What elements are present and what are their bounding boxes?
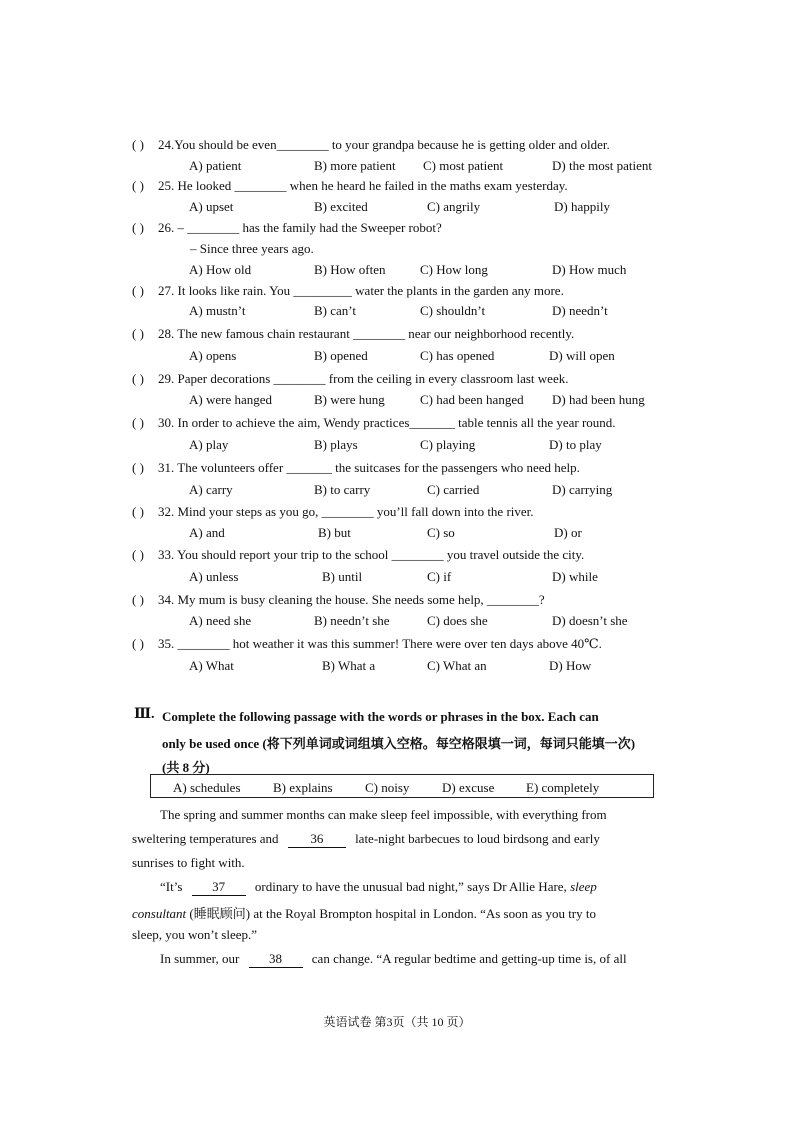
answer-bracket[interactable]: ( ) [132,371,144,386]
answer-bracket[interactable]: ( ) [132,283,144,298]
option-d: D) or [554,525,582,540]
option-c: C) had been hanged [420,392,524,407]
option-b: B) needn’t she [314,613,390,628]
word-box [150,774,654,798]
section-score: (共 8 分) [162,760,210,775]
question-33 [0,547,794,569]
answer-bracket[interactable]: ( ) [132,504,144,519]
option-d: D) How [549,658,592,673]
option-b: B) were hung [314,392,385,407]
option-c: C) angrily [427,199,481,214]
option-c: C) carried [427,482,480,497]
option-b: B) more patient [314,158,396,173]
answer-bracket[interactable]: ( ) [132,220,144,235]
question-stem: 32. Mind your steps as you go, ________ you’ll fall down into the river. [158,504,534,519]
passage-line: sleep, you won’t sleep.” [132,927,258,942]
blank-38[interactable]: 38 [249,951,303,968]
blank-37[interactable]: 37 [192,879,246,896]
option-b: B) What a [322,658,376,673]
answer-bracket[interactable]: ( ) [132,592,144,607]
question-28 [0,326,794,348]
option-a: A) unless [189,569,239,584]
passage-line: sunrises to fight with. [132,855,245,870]
question-stem: 35. ________ hot weather it was this summer! There were over ten days above 40℃. [158,636,602,651]
dialogue-reply: – Since three years ago. [190,241,314,256]
option-d: D) had been hung [552,392,645,407]
question-stem: 33. You should report your trip to the school ________ you travel outside the city. [158,547,585,562]
answer-bracket[interactable]: ( ) [132,547,144,562]
option-c: C) so [427,525,455,540]
option-d: D) to play [549,437,602,452]
options-32 [0,525,794,547]
options-29 [0,392,794,414]
option-a: A) How old [189,262,252,277]
options-30 [0,437,794,459]
page-footer: 英语试卷 第3页（共 10 页） [323,1015,471,1029]
passage-text: ordinary to have the unusual bad night,” says Dr Allie Hare, [254,879,567,894]
answer-bracket[interactable]: ( ) [132,636,144,651]
option-d: D) while [552,569,598,584]
question-32 [0,504,794,526]
option-d: D) doesn’t she [552,613,628,628]
word-option: A) schedules [173,780,241,795]
question-29 [0,371,794,393]
question-34 [0,592,794,614]
section-instruction-line1: Complete the following passage with the words or phrases in the box. Each can [162,709,599,724]
passage-line [132,831,600,848]
passage-text: (睡眠顾问) at the Royal Brompton hospital in London. “As soon as you try to [189,906,596,921]
option-c: C) playing [420,437,476,452]
word-option: B) explains [273,780,333,795]
question-stem: 24.You should be even________ to your grandpa because he is getting older and older. [158,137,610,152]
blank-36[interactable]: 36 [288,831,346,848]
options-25 [0,199,794,221]
option-a: A) patient [189,158,242,173]
question-31 [0,460,794,482]
section-instruction-line2: only be used once (将下列单词或词组填入空格。每空格限填一词，每词只能填一次) [162,736,636,751]
question-30 [0,415,794,437]
option-c: C) What an [427,658,487,673]
options-31 [0,482,794,504]
option-b: B) excited [314,199,368,214]
option-b: B) can’t [314,303,356,318]
option-a: A) mustn’t [189,303,246,318]
option-c: C) How long [420,262,488,277]
passage-text: can change. “A regular bedtime and getting-up time is, of all [311,951,627,966]
option-a: A) What [189,658,234,673]
answer-bracket[interactable]: ( ) [132,137,144,152]
answer-bracket[interactable]: ( ) [132,460,144,475]
option-d: D) How much [552,262,627,277]
option-d: D) the most patient [552,158,653,173]
option-b: B) but [318,525,351,540]
question-stem: 26. – ________ has the family had the Sweeper robot? [158,220,442,235]
option-a: A) carry [189,482,233,497]
options-33 [0,569,794,591]
option-a: A) play [189,437,229,452]
passage-line [160,951,627,968]
options-34 [0,613,794,635]
option-d: D) carrying [552,482,613,497]
options-26 [0,262,794,284]
question-stem: 25. He looked ________ when he heard he failed in the maths exam yesterday. [158,178,568,193]
answer-bracket[interactable]: ( ) [132,415,144,430]
question-stem: 31. The volunteers offer _______ the suitcases for the passengers who need help. [158,460,580,475]
passage-text: “It’s [160,879,183,894]
options-24 [0,158,794,180]
option-b: B) opened [314,348,368,363]
option-c: C) most patient [423,158,504,173]
passage-line [160,879,597,896]
option-b: B) How often [314,262,386,277]
option-b: B) until [322,569,363,584]
option-c: C) shouldn’t [420,303,486,318]
option-a: A) were hanged [189,392,273,407]
passage-line: The spring and summer months can make sleep feel impossible, with everything from [160,807,607,822]
option-a: A) and [189,525,225,540]
option-c: C) has opened [420,348,495,363]
passage-text: late-night barbecues to loud birdsong and early [355,831,600,846]
question-35 [0,636,794,658]
answer-bracket[interactable]: ( ) [132,326,144,341]
option-c: C) if [427,569,452,584]
options-35 [0,658,794,680]
passage-line [132,903,596,922]
word-option: D) excuse [442,780,495,795]
question-stem: 28. The new famous chain restaurant ________ near our neighborhood recently. [158,326,575,341]
question-stem: 34. My mum is busy cleaning the house. She needs some help, ________? [158,592,545,607]
question-25 [0,178,794,200]
option-c: C) does she [427,613,488,628]
option-d: D) needn’t [552,303,608,318]
option-b: B) to carry [314,482,371,497]
word-option: C) noisy [365,780,410,795]
question-24 [0,137,794,159]
options-28 [0,348,794,370]
passage-italic: sleep [570,879,597,894]
option-b: B) plays [314,437,358,452]
passage-text: sweltering temperatures and [132,831,279,846]
option-a: A) opens [189,348,237,363]
question-stem: 29. Paper decorations ________ from the ceiling in every classroom last week. [158,371,569,386]
answer-bracket[interactable]: ( ) [132,178,144,193]
option-a: A) need she [189,613,252,628]
question-stem: 27. It looks like rain. You _________ water the plants in the garden any more. [158,283,564,298]
question-27 [0,283,794,305]
options-27 [0,303,794,325]
passage-text: In summer, our [160,951,240,966]
question-26 [0,220,794,242]
passage-italic: consultant [132,906,187,921]
option-d: D) will open [549,348,615,363]
option-d: D) happily [554,199,610,214]
option-a: A) upset [189,199,234,214]
section-number: Ⅲ. [134,707,155,722]
question-stem: 30. In order to achieve the aim, Wendy practices_______ table tennis all the year round. [158,415,616,430]
question-26-reply [0,241,794,263]
word-option: E) completely [526,780,600,795]
